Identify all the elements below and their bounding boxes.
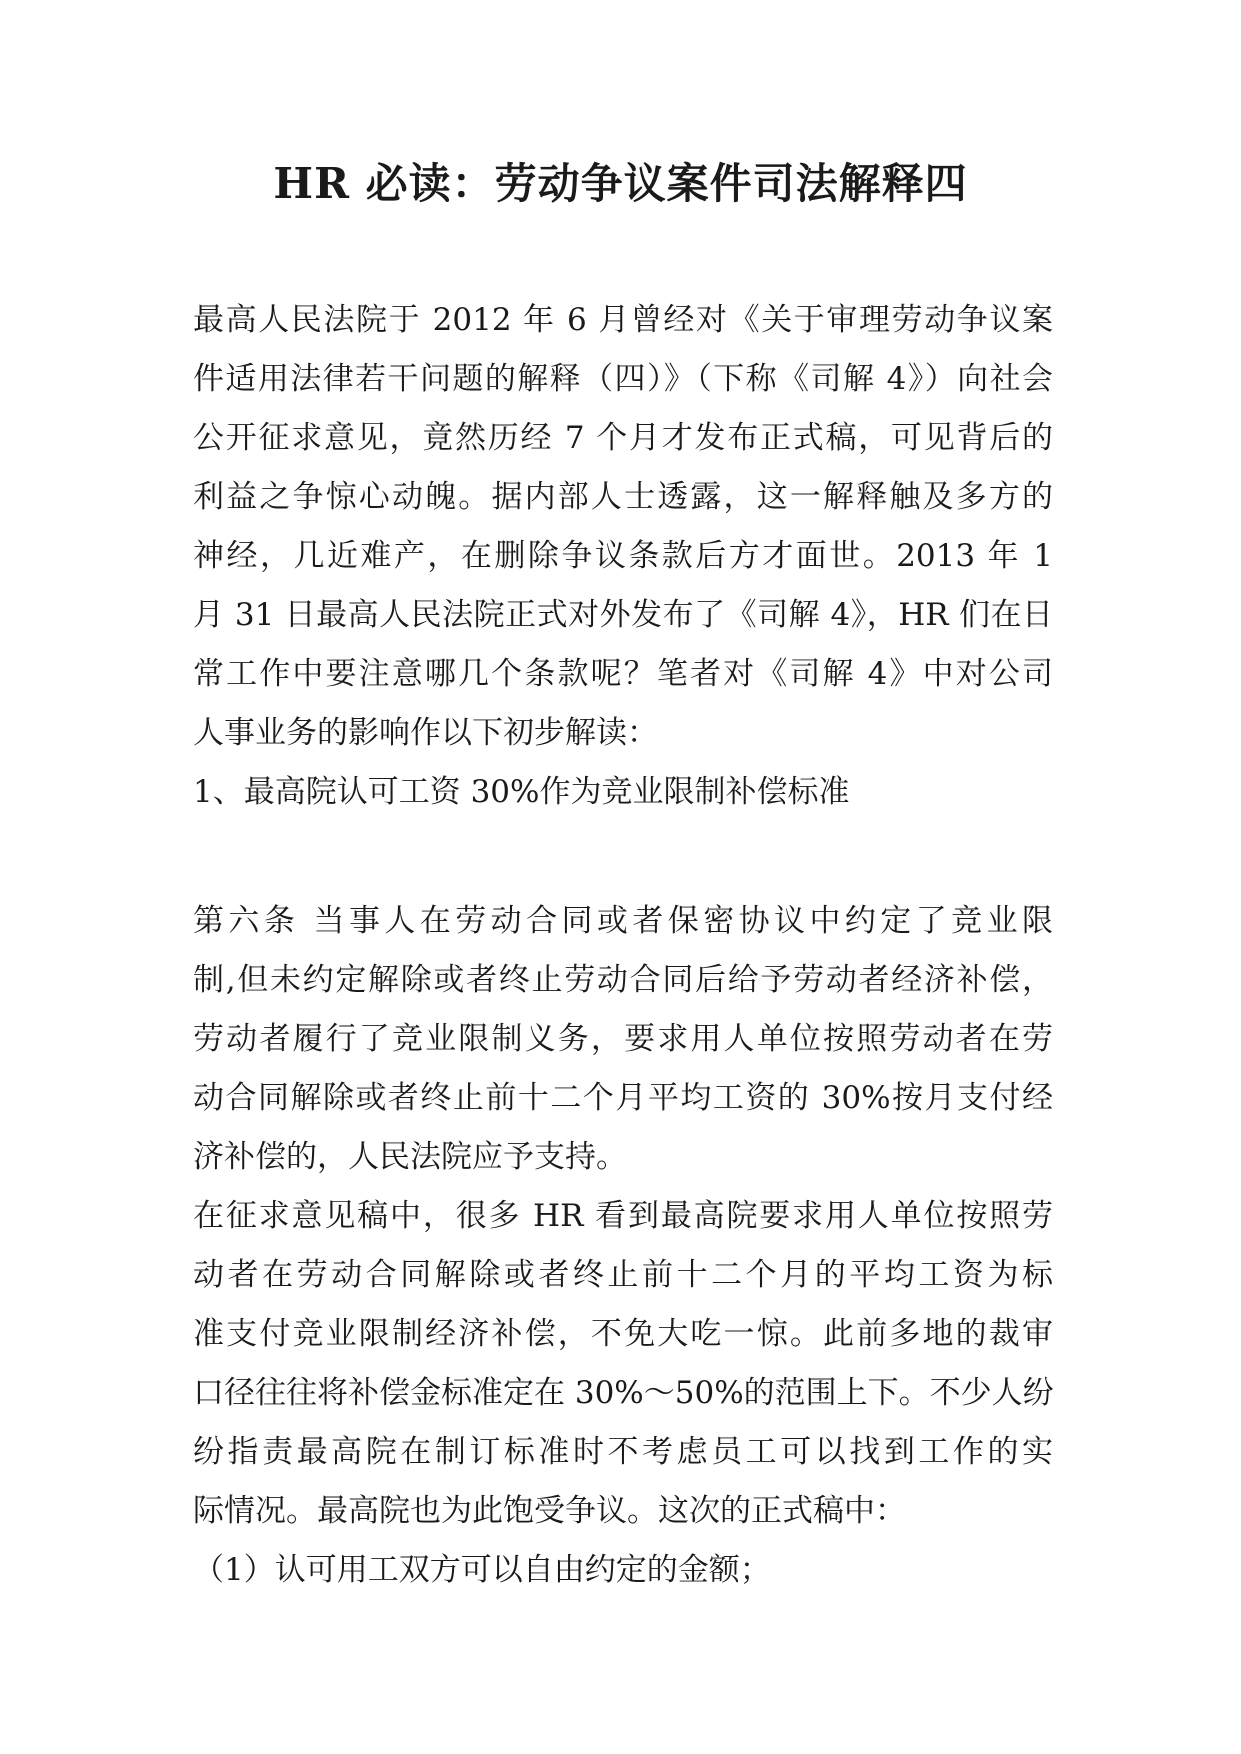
body-line: 最高人民法院于 2012 年 6 月曾经对《关于审理劳动争议案 (193, 302, 1053, 338)
body-line: 制,但未约定解除或者终止劳动合同后给予劳动者经济补偿， (193, 962, 1053, 998)
body-line: 第六条 当事人在劳动合同或者保密协议中约定了竞业限 (193, 903, 1053, 939)
document-title: HR 必读：劳动争议案件司法解释四 (273, 159, 968, 208)
body-line: 月 31 日最高人民法院正式对外发布了《司解 4》，HR 们在日 (193, 597, 1053, 633)
body-line: 人事业务的影响作以下初步解读： (193, 715, 658, 751)
body-line: 利益之争惊心动魄。据内部人士透露，这一解释触及多方的 (193, 479, 1053, 515)
body-line: 件适用法律若干问题的解释（四）》（下称《司解 4》）向社会 (193, 361, 1053, 397)
body-line: 际情况。最高院也为此饱受争议。这次的正式稿中： (193, 1493, 906, 1529)
body-line: 劳动者履行了竞业限制义务，要求用人单位按照劳动者在劳 (193, 1021, 1053, 1057)
body-line: 动者在劳动合同解除或者终止前十二个月的平均工资为标 (193, 1257, 1053, 1293)
body-line: 公开征求意见，竟然历经 7 个月才发布正式稿，可见背后的 (193, 420, 1053, 456)
body-line: 常工作中要注意哪几个条款呢？笔者对《司解 4》中对公司 (193, 656, 1053, 692)
list-item: （1）认可用工双方可以自由约定的金额； (193, 1552, 771, 1588)
body-line: 济补偿的，人民法院应予支持。 (193, 1139, 627, 1175)
body-line: 准支付竞业限制经济补偿，不免大吃一惊。此前多地的裁审 (193, 1316, 1053, 1352)
section-heading: 1、最高院认可工资 30%作为竞业限制补偿标准 (193, 774, 850, 810)
body-line: 纷指责最高院在制订标准时不考虑员工可以找到工作的实 (193, 1434, 1053, 1470)
body-line: 动合同解除或者终止前十二个月平均工资的 30%按月支付经 (193, 1080, 1053, 1116)
body-line: 口径往往将补偿金标准定在 30%～50%的范围上下。不少人纷 (193, 1375, 1054, 1411)
body-line: 神经，几近难产，在删除争议条款后方才面世。2013 年 1 (193, 538, 1053, 574)
body-line: 在征求意见稿中，很多 HR 看到最高院要求用人单位按照劳 (193, 1198, 1053, 1234)
